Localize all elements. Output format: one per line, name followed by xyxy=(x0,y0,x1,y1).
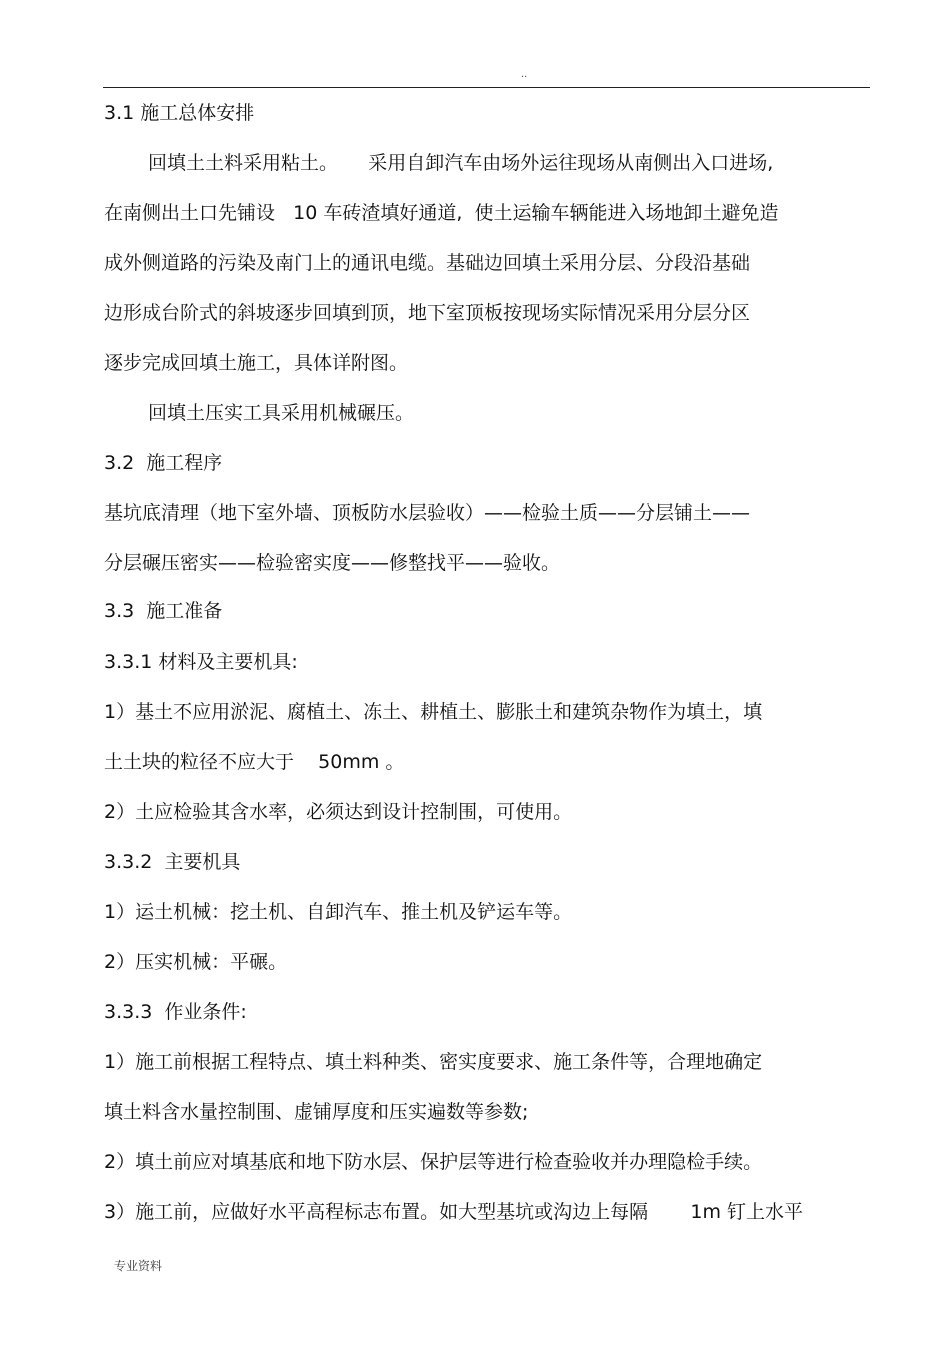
paragraph-line: 回填土土料采用粘土。 采用自卸汽车由场外运往现场从南侧出入口进场, xyxy=(148,152,774,174)
list-item: 1）施工前根据工程特点、填土料种类、密实度要求、施工条件等，合理地确定 xyxy=(104,1051,763,1073)
section-heading-3-1: 3.1 施工总体安排 xyxy=(104,102,255,124)
paragraph-line: 成外侧道路的污染及南门上的通讯电缆。基础边回填土采用分层、分段沿基础 xyxy=(104,252,751,274)
list-item-continued: 土土块的粒径不应大于 50mm 。 xyxy=(104,751,405,773)
header-marker: ·· xyxy=(521,72,528,83)
subsection-heading-3-3-2: 3.3.2 主要机具 xyxy=(104,851,241,873)
paragraph-line: 逐步完成回填土施工，具体详附图。 xyxy=(104,352,409,374)
paragraph-line: 基坑底清理（地下室外墙、顶板防水层验收）——检验土质——分层铺土—— xyxy=(104,502,751,524)
paragraph-line: 边形成台阶式的斜坡逐步回填到顶，地下室顶板按现场实际情况采用分层分区 xyxy=(104,302,751,324)
list-item-continued: 填土料含水量控制围、虚铺厚度和压实遍数等参数; xyxy=(104,1101,529,1123)
paragraph-line: 在南侧出土口先铺设 10 车砖渣填好通道, 使土运输车辆能进入场地卸土避免造 xyxy=(104,202,779,224)
footer-label: 专业资料 xyxy=(114,1259,163,1273)
subsection-heading-3-3-1: 3.3.1 材料及主要机具: xyxy=(104,651,298,673)
list-item: 2）填土前应对填基底和地下防水层、保护层等进行检查验收并办理隐检手续。 xyxy=(104,1151,763,1173)
header-rule xyxy=(103,87,870,88)
list-item: 1）基土不应用淤泥、腐植土、冻土、耕植土、膨胀土和建筑杂物作为填土，填 xyxy=(104,701,763,723)
list-item: 2）土应检验其含水率，必须达到设计控制围，可使用。 xyxy=(104,801,573,823)
subsection-heading-3-3-3: 3.3.3 作业条件: xyxy=(104,1001,247,1023)
list-item: 3）施工前，应做好水平高程标志布置。如大型基坑或沟边上每隔 1m 钉上水平 xyxy=(104,1201,804,1223)
section-heading-3-2: 3.2 施工程序 xyxy=(104,452,223,474)
section-heading-3-3: 3.3 施工准备 xyxy=(104,600,223,622)
list-item: 2）压实机械：平碾。 xyxy=(104,951,288,973)
list-item: 1）运土机械：挖土机、自卸汽车、推土机及铲运车等。 xyxy=(104,901,573,923)
paragraph-line: 回填土压实工具采用机械碾压。 xyxy=(148,402,415,424)
paragraph-line: 分层碾压密实——检验密实度——修整找平——验收。 xyxy=(104,552,561,574)
